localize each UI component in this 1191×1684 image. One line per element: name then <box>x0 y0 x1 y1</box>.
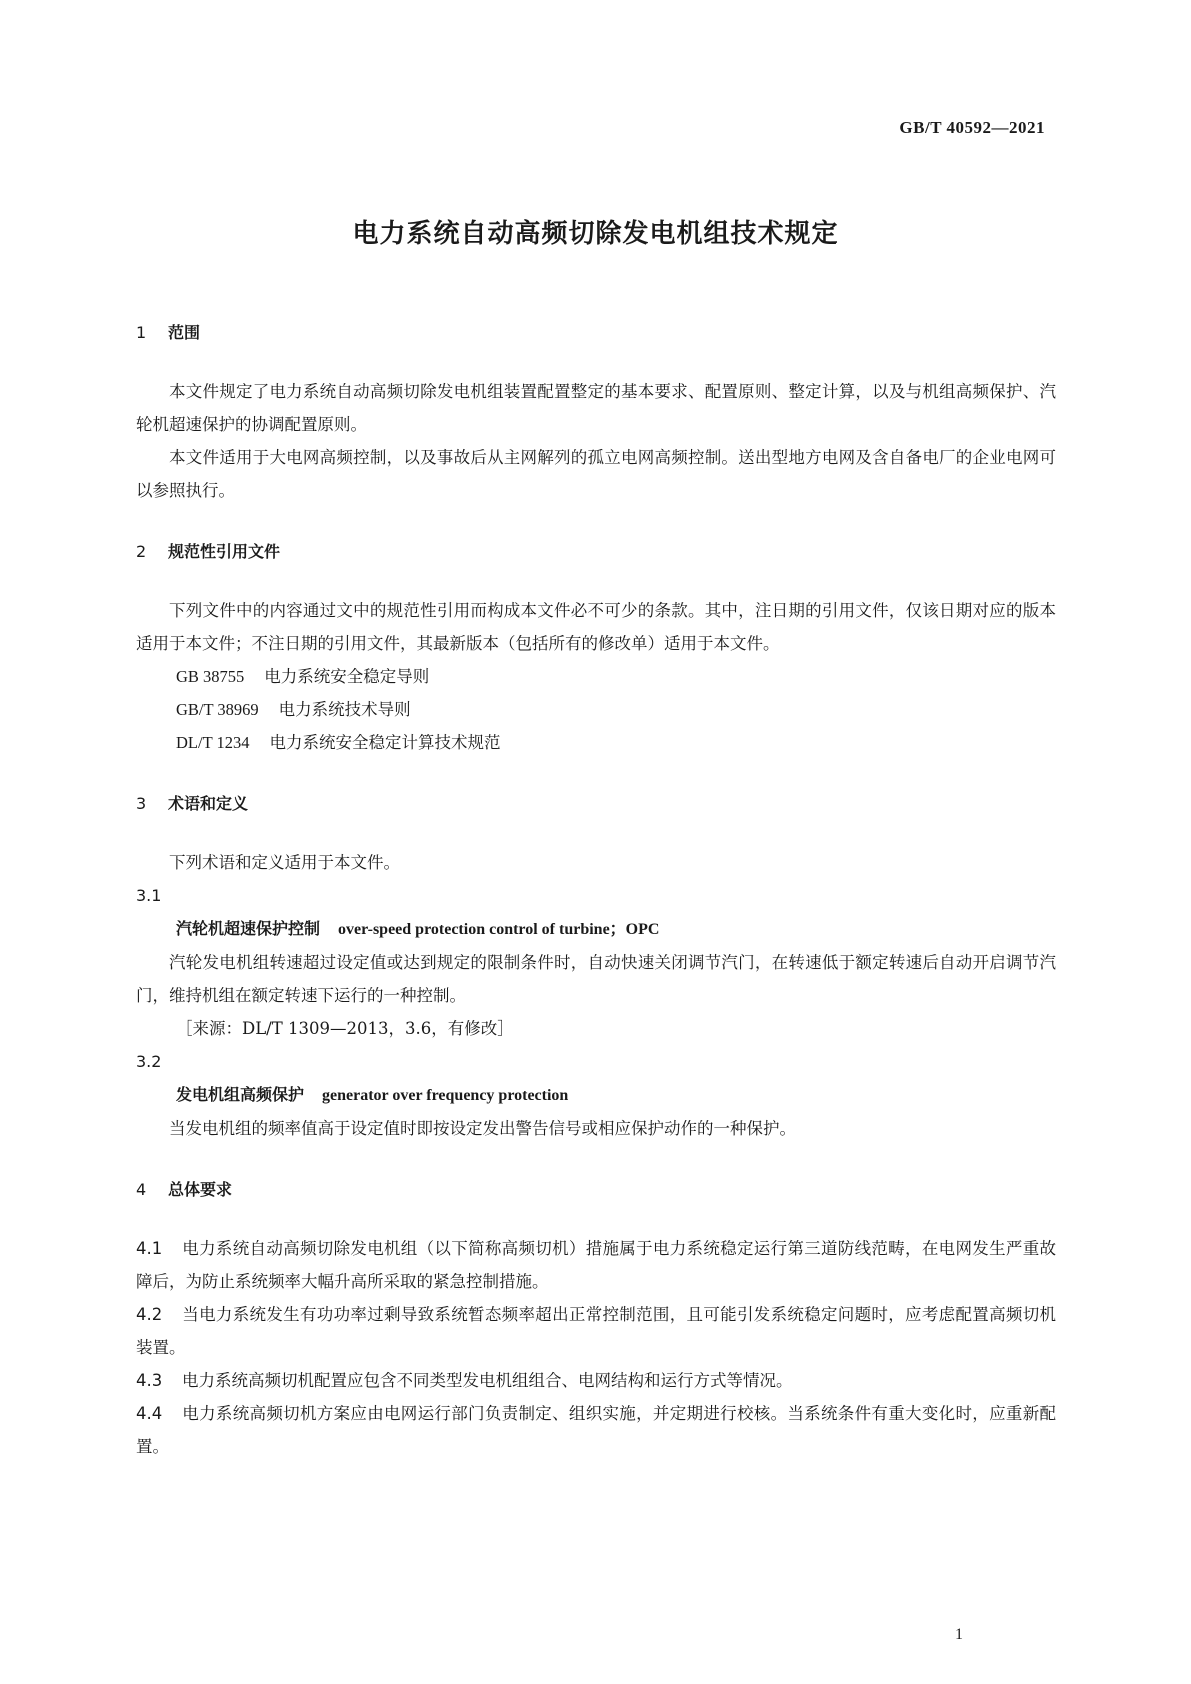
section-number: 2 <box>136 542 147 561</box>
reference-title: 电力系统安全稳定计算技术规范 <box>269 733 501 752</box>
normative-reference <box>136 693 1056 726</box>
reference-code: DL/T 1234 <box>176 733 250 752</box>
section-number: 1 <box>136 323 147 342</box>
reference-code: GB/T 38969 <box>176 700 259 719</box>
document-body <box>136 316 1056 1463</box>
term-entry <box>136 912 1056 946</box>
normative-reference <box>136 726 1056 759</box>
section-number: 3 <box>136 794 147 813</box>
page-number: 1 <box>955 1626 963 1643</box>
clause <box>136 1364 1056 1397</box>
document-title: 电力系统自动高频切除发电机组技术规定 <box>352 219 839 249</box>
paragraph: 下列术语和定义适用于本文件。 <box>169 853 400 872</box>
reference-code: GB 38755 <box>176 667 245 686</box>
standard-code: GB/T 40592—2021 <box>899 118 1045 137</box>
section-number: 4 <box>136 1180 147 1199</box>
section-heading-4 <box>136 1173 1056 1206</box>
normative-reference <box>136 660 1056 693</box>
term-english: generator over frequency protection <box>322 1087 569 1104</box>
term-chinese: 发电机组高频保护 <box>176 1085 305 1104</box>
section-title: 范围 <box>168 323 201 342</box>
paragraph: 本文件规定了电力系统自动高频切除发电机组装置配置整定的基本要求、配置原则、整定计算，以及与机组高频保护、汽轮机超速保护的协调配置原则。 <box>136 382 1056 434</box>
clause <box>136 1397 1056 1463</box>
term-source: ［来源：DL/T 1309—2013，3.6，有修改］ <box>176 1019 514 1038</box>
term-number: 3.2 <box>136 1052 162 1071</box>
clause <box>136 1298 1056 1364</box>
section-heading-3 <box>136 787 1056 820</box>
term-english: over-speed protection control of turbine；OPC <box>338 921 660 938</box>
section-heading-1 <box>136 316 1056 349</box>
paragraph: 下列文件中的内容通过文中的规范性引用而构成本文件必不可少的条款。其中，注日期的引用文件，仅该日期对应的版本适用于本文件；不注日期的引用文件，其最新版本（包括所有的修改单）适用于本文件。 <box>136 601 1056 653</box>
section-heading-2 <box>136 535 1056 568</box>
term-entry <box>136 1078 1056 1112</box>
term-definition: 汽轮发电机组转速超过设定值或达到规定的限制条件时，自动快速关闭调节汽门，在转速低于额定转速后自动开启调节汽门，维持机组在额定转速下运行的一种控制。 <box>136 953 1056 1005</box>
clause-number: 4.3 <box>136 1371 163 1390</box>
clause-text: 当电力系统发生有功功率过剩导致系统暂态频率超出正常控制范围，且可能引发系统稳定问题时，应考虑配置高频切机装置。 <box>136 1305 1056 1357</box>
clause-number: 4.1 <box>136 1239 163 1258</box>
section-title: 规范性引用文件 <box>168 542 281 561</box>
clause-number: 4.2 <box>136 1305 163 1324</box>
reference-title: 电力系统技术导则 <box>278 700 411 719</box>
clause-text: 电力系统自动高频切除发电机组（以下简称高频切机）措施属于电力系统稳定运行第三道防线范畴，在电网发生严重故障后，为防止系统频率大幅升高所采取的紧急控制措施。 <box>136 1239 1056 1291</box>
clause <box>136 1232 1056 1298</box>
clause-text: 电力系统高频切机方案应由电网运行部门负责制定、组织实施，并定期进行校核。当系统条件有重大变化时，应重新配置。 <box>136 1404 1056 1456</box>
clause-text: 电力系统高频切机配置应包含不同类型发电机组组合、电网结构和运行方式等情况。 <box>182 1371 793 1390</box>
section-title: 总体要求 <box>168 1180 233 1199</box>
clause-number: 4.4 <box>136 1404 163 1423</box>
paragraph: 本文件适用于大电网高频控制，以及事故后从主网解列的孤立电网高频控制。送出型地方电网及含自备电厂的企业电网可以参照执行。 <box>136 448 1056 500</box>
term-number: 3.1 <box>136 886 162 905</box>
reference-title: 电力系统安全稳定导则 <box>264 667 430 686</box>
term-chinese: 汽轮机超速保护控制 <box>176 919 321 938</box>
term-definition: 当发电机组的频率值高于设定值时即按设定发出警告信号或相应保护动作的一种保护。 <box>169 1119 796 1138</box>
section-title: 术语和定义 <box>168 794 249 813</box>
